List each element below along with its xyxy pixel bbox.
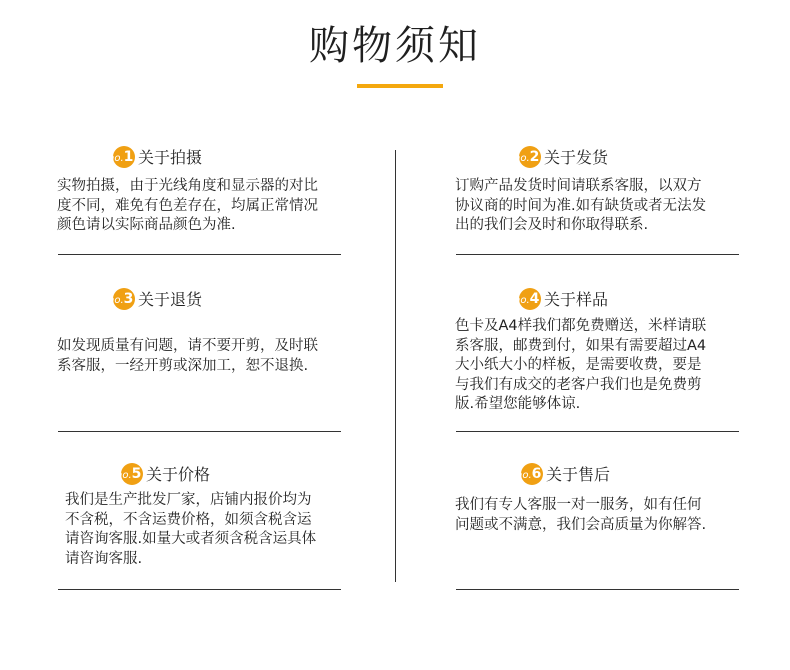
section-rule — [456, 589, 739, 590]
section-rule — [456, 431, 739, 432]
number-badge-label: no.4 — [514, 291, 540, 307]
section-title: 关于拍摄 — [138, 148, 203, 167]
section-body: 如发现质量有问题，请不要开剪，及时联 系客服，一经开剪或深加工，恕不退换. — [57, 338, 318, 374]
page-title: 购物须知 — [309, 23, 481, 69]
title-underline — [357, 84, 443, 88]
section-title: 关于样品 — [544, 290, 609, 309]
section-body: 实物拍摄，由于光线角度和显示器的对比 度不同，难免有色差存在，均属正常情况 颜色请以实际商品颜色为准. — [57, 178, 318, 233]
section-rule — [456, 254, 739, 255]
center-divider — [395, 150, 396, 582]
number-badge-label: no.6 — [516, 466, 542, 482]
section-body: 我们是生产批发厂家，店铺内报价均为 不含税，不含运费价格，如须含税含运 请咨询客服.如量大或者须含税含运具体 请咨询客服. — [65, 492, 317, 567]
section-body: 色卡及A4样我们都免费赠送，米样请联 系客服，邮费到付，如果有需要超过A4 大小纸大小的样板，是需要收费，要是 与我们有成交的老客户我们也是免费剪 版.希望您能够体谅. — [455, 318, 707, 412]
number-badge-label: no.2 — [514, 149, 540, 165]
section-title: 关于退货 — [138, 290, 203, 309]
number-badge-label: no.5 — [116, 466, 142, 482]
number-badge-label: no.3 — [108, 291, 134, 307]
section-rule — [58, 431, 341, 432]
section-body: 我们有专人客服一对一服务，如有任何 问题或不满意，我们会高质量为你解答. — [455, 497, 707, 533]
section-title: 关于发货 — [544, 148, 609, 167]
section-title: 关于价格 — [146, 465, 211, 484]
section-body: 订购产品发货时间请联系客服，以双方 协议商的时间为准.如有缺货或者无法发 出的我们会及时和你取得联系. — [455, 178, 707, 233]
section-rule — [58, 589, 341, 590]
section-title: 关于售后 — [546, 465, 611, 484]
section-rule — [58, 254, 341, 255]
number-badge-label: no.1 — [108, 149, 134, 165]
